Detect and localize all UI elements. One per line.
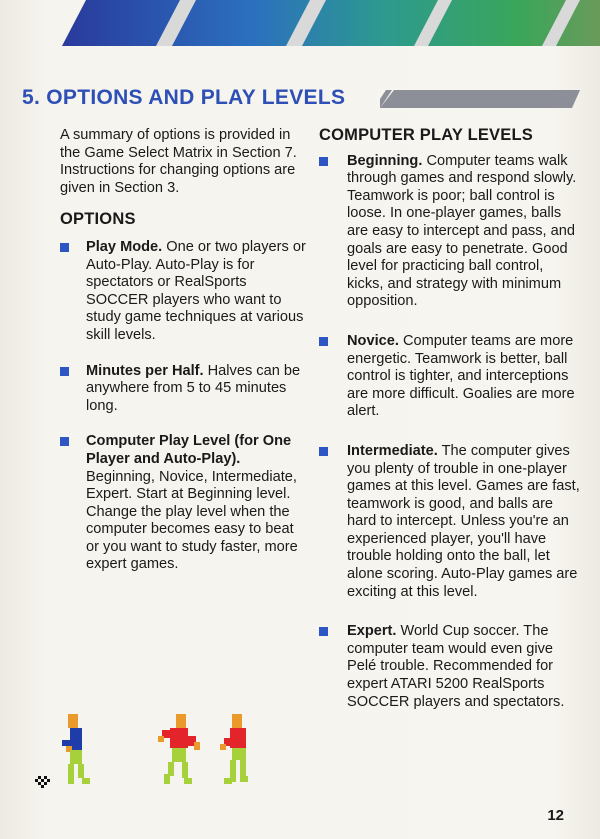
level-term: Novice. — [347, 332, 399, 349]
level-text: World Cup soccer. The computer team would even give Pelé trouble. Recommended for expert ATARI 5200 RealSports SOCCER players and spectators. — [347, 623, 565, 710]
top-banner — [0, 0, 600, 46]
level-item-expert — [319, 623, 581, 711]
level-term: Expert. — [347, 623, 397, 640]
title-stripe — [380, 90, 580, 108]
option-term: Computer Play Level (for One Player and Auto-Play). — [86, 433, 292, 467]
option-item-play-mode — [60, 239, 306, 345]
player-blue-icon — [62, 714, 90, 784]
level-text: Computer teams walk through games and respond slowly. Teamwork is poor; ball control is loose. In one-player games, balls are easy to intercept and pass, and goals are easy to penetrate. Good level for practicing ball control, kicks, and strategy with minimum opposition. — [347, 152, 577, 310]
level-term: Beginning. — [347, 152, 423, 169]
bullet-icon — [319, 337, 328, 346]
level-term: Intermediate. — [347, 442, 438, 459]
page-number: 12 — [547, 807, 564, 824]
bullet-icon — [60, 243, 69, 252]
player-red-icon — [220, 714, 248, 784]
bullet-icon — [60, 437, 69, 446]
bullet-icon — [60, 367, 69, 376]
player-red-icon — [158, 714, 200, 784]
level-item-intermediate — [319, 443, 581, 601]
option-term: Minutes per Half. — [86, 362, 204, 379]
level-text: The computer gives you plenty of trouble in one-player games at this level. Games are fast, teamwork is good, and balls are hard to intercept. Unless you're an experienced player, you'll have trouble holding onto the ball, let alone scoring. Auto-Play games are exciting at this level. — [347, 442, 580, 600]
option-item-play-level — [60, 433, 306, 574]
pixel-soccer-players — [34, 708, 264, 798]
bullet-icon — [319, 627, 328, 636]
option-text: Beginning, Novice, Intermediate, Expert. Start at Beginning level. Change the play level when the computer becomes easy to beat or you want to study faster, more expert games. — [86, 468, 298, 573]
level-text: Computer teams are more energetic. Teamwork is better, ball control is tighter, and interceptions are more difficult. Goalies are more alert. — [347, 332, 575, 420]
right-column — [319, 127, 581, 733]
bullet-icon — [319, 447, 328, 456]
option-item-minutes — [60, 363, 306, 416]
intro-paragraph: A summary of options is provided in the Game Select Matrix in Section 7. Instructions for changing options are given in Section 3. — [60, 127, 297, 196]
bullet-icon — [319, 157, 328, 166]
option-text: One or two players or Auto-Play. Auto-Play is for spectators or RealSports SOCCER players who want to study game techniques at various skill levels. — [86, 238, 306, 343]
soccer-ball-icon — [35, 776, 50, 788]
options-heading: OPTIONS — [60, 210, 136, 229]
option-text: Halves can be anywhere from 5 to 45 minutes long. — [86, 362, 301, 414]
levels-heading: COMPUTER PLAY LEVELS — [319, 126, 533, 144]
level-item-novice — [319, 333, 581, 421]
level-item-beginning — [319, 153, 581, 311]
section-title: 5. OPTIONS AND PLAY LEVELS — [22, 86, 346, 109]
option-term: Play Mode. — [86, 238, 163, 255]
left-column — [60, 127, 306, 592]
section-header — [22, 84, 582, 118]
